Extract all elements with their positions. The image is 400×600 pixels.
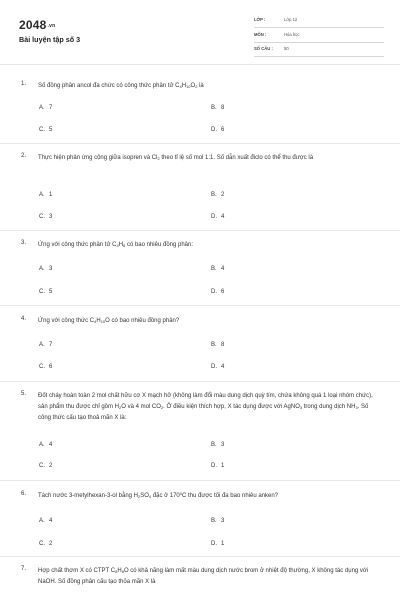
option-b[interactable]: B. 8 bbox=[211, 105, 225, 111]
option-d[interactable]: D. 4 bbox=[211, 214, 225, 220]
question-text: Ứng với công thức phân tử $C_4H_8$ có bao nhiêu đồng phân: bbox=[38, 242, 194, 248]
option-c[interactable]: C. 3 bbox=[39, 214, 53, 220]
page-header bbox=[0, 0, 400, 62]
option-a[interactable]: A. 7 bbox=[39, 105, 53, 111]
option-c[interactable]: C. 6 bbox=[39, 364, 53, 370]
option-a[interactable]: A. 1 bbox=[39, 192, 53, 198]
question-text: Ứng với công thức $C_4H_{10}O$ có bao nhiêu đồng phân? bbox=[38, 318, 180, 324]
question-divider bbox=[0, 381, 400, 382]
question-divider bbox=[0, 143, 400, 144]
meta-subject: MÔN : Hóa học bbox=[254, 29, 384, 43]
page-title: Bài luyện tập số 3 bbox=[19, 35, 81, 44]
option-d[interactable]: D. 6 bbox=[211, 289, 225, 295]
option-d[interactable]: D. 4 bbox=[211, 364, 225, 370]
question-text: Tách nước 3-metylhexan-3-ol bằng $H_2SO_4$ đặc ở $170^0C$ thu được tối đa bao nhiêu anken? bbox=[38, 491, 279, 499]
question-divider bbox=[0, 230, 400, 231]
question-divider bbox=[0, 480, 400, 481]
option-b[interactable]: B. 2 bbox=[211, 192, 225, 198]
meta-class: LỚP : Lớp 12 bbox=[254, 14, 384, 28]
option-d[interactable]: D. 1 bbox=[211, 463, 225, 469]
option-a[interactable]: A. 3 bbox=[39, 266, 53, 272]
option-b[interactable]: B. 3 bbox=[211, 442, 225, 448]
option-d[interactable]: D. 1 bbox=[211, 541, 225, 547]
header-divider bbox=[0, 64, 400, 65]
option-b[interactable]: B. 3 bbox=[211, 518, 225, 524]
option-c[interactable]: C. 2 bbox=[39, 463, 53, 469]
question-text: Hợp chất thơm X có CTPT $C_8H_8O$ có khả năng làm mất màu dung dịch nước brom ở nhiệt độ thường, X không tác dụng với NaOH. Số đồng phân cấu tạo thỏa mãn X là bbox=[38, 568, 369, 585]
question-divider bbox=[0, 556, 400, 557]
option-a[interactable]: A. 4 bbox=[39, 518, 53, 524]
question-text: Đốt cháy hoàn toàn 2 mol chất hữu cơ X mạch hở (không làm đổi màu dung dịch quỳ tím, chứa không quá 1 loại nhóm chức), sản phẩm thu được chỉ gồm $H_2O$ và 4 mol $CO_2$. Ở điều kiện thích hợp, X tác dụng được với AgNO$_3$ trong dung dịch $NH_3$. Số công thức cấu tạo thoả mãn X là: bbox=[38, 393, 373, 421]
option-b[interactable]: B. 4 bbox=[211, 266, 225, 272]
option-c[interactable]: C. 5 bbox=[39, 289, 53, 295]
option-d[interactable]: D. 6 bbox=[211, 127, 225, 133]
question-text: Số đồng phân ancol đa chức có công thức phân tử $C_4H_{10}O_2$ là bbox=[38, 83, 204, 89]
question-text: Thực hiện phản ứng cộng giữa isopren và $Cl_2$ theo tỉ lệ số mol 1:1. Số dẫn xuất điclo có thể thu được là bbox=[38, 155, 314, 161]
option-a[interactable]: A. 7 bbox=[39, 342, 53, 348]
site-logo[interactable]: 2048.vn bbox=[19, 18, 56, 32]
question-divider bbox=[0, 305, 400, 306]
option-b[interactable]: B. 8 bbox=[211, 342, 225, 348]
option-c[interactable]: C. 5 bbox=[39, 127, 53, 133]
option-c[interactable]: C. 2 bbox=[39, 541, 53, 547]
meta-question-count: SỐ CÂU : 50 bbox=[254, 43, 384, 57]
option-a[interactable]: A. 4 bbox=[39, 442, 53, 448]
